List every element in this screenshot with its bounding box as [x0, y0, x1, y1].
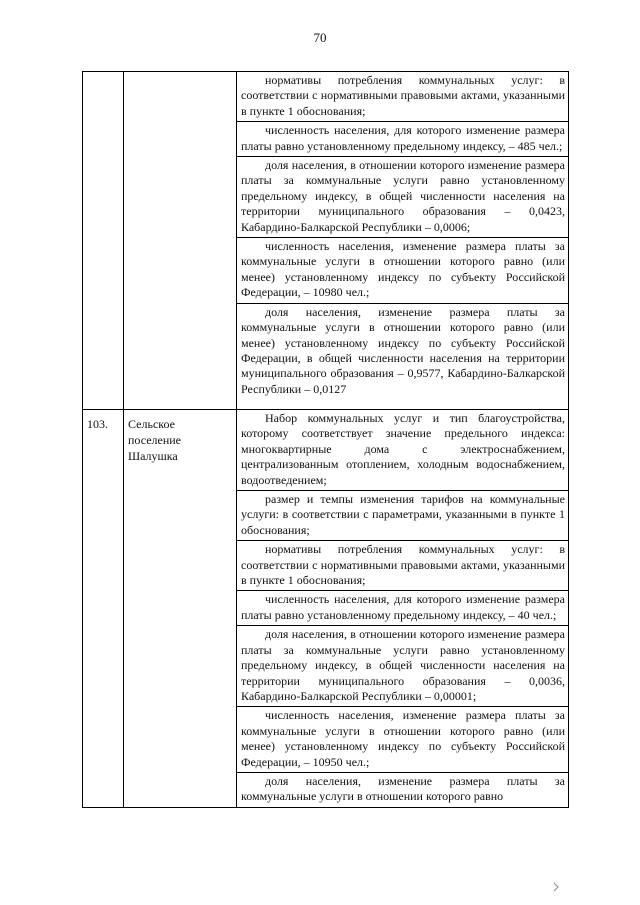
justification-table	[82, 71, 569, 808]
settlement-name-line: Шалушка	[128, 449, 178, 463]
indicator-paragraph: численность населения, для которого изменение размера платы равно установленному предельному индексу, – 40 чел.;	[237, 591, 568, 626]
indicator-paragraph: численность населения, изменение размера платы за коммунальные услуги в отношении которого равно (или менее) установленному индексу по субъекту Российской Федерации, – 10950 чел.;	[237, 707, 568, 773]
indicator-paragraph: нормативы потребления коммунальных услуг: в соответствии с нормативными правовыми актами, указанными в пункте 1 обоснования;	[237, 541, 568, 591]
indicator-paragraph: размер и темпы изменения тарифов на коммунальные услуги: в соответствии с параметрами, указанными в пункте 1 обоснования;	[237, 491, 568, 541]
indicator-paragraph: численность населения, изменение размера платы за коммунальные услуги в отношении которого равно (или менее) установленному индексу по субъекту Российской Федерации, – 10980 чел.;	[237, 238, 568, 304]
settlement-name-line: поселение	[128, 433, 182, 447]
indicator-paragraph: нормативы потребления коммунальных услуг: в соответствии с нормативными правовыми актами, указанными в пункте 1 обоснования;	[237, 72, 568, 122]
scan-mark	[552, 882, 560, 892]
page-number: 70	[313, 30, 327, 45]
indicator-paragraph: численность населения, для которого изменение размера платы равно установленному предельному индексу, – 485 чел.;	[237, 122, 568, 157]
settlement-name-line: Сельское	[128, 417, 175, 431]
indicator-paragraph: доля населения, изменение размера платы за коммунальные услуги в отношении которого равно	[241, 773, 565, 804]
indicator-paragraph: доля населения, в отношении которого изменение размера платы за коммунальные услуги равно установленному предельному индексу, в общей численности населения на территории муниципального образования – 0,0423, Кабардино-Балкарской Республики – 0,0006;	[237, 157, 568, 238]
indicator-paragraph: Набор коммунальных услуг и тип благоустройства, которому соответствует значение предельного индекса: многоквартирные дома с электроснабжением, централизованным отоплением, холодным водоснабжением, водоотведением;	[237, 410, 568, 491]
row-number: 103.	[83, 410, 124, 808]
settlement-name	[124, 410, 237, 808]
indicator-paragraph: доля населения, в отношении которого изменение размера платы за коммунальные услуги равно установленному предельному индексу, в общей численности населения на территории муниципального образования – 0,0036, Кабардино-Балкарской Республики – 0,00001;	[237, 626, 568, 707]
indicators-cell	[237, 410, 569, 808]
indicators-cell	[237, 72, 569, 410]
settlement-name	[124, 72, 237, 410]
indicator-paragraph: доля населения, изменение размера платы за коммунальные услуги в отношении которого равно (или менее) установленному индексу по субъекту Российской Федерации, в общей численности населения на территории муниципального образования – 0,9577, Кабардино-Балкарской Республики – 0,0127	[241, 304, 565, 396]
row-number	[83, 72, 124, 410]
table-row	[83, 72, 569, 410]
table-row	[83, 410, 569, 808]
